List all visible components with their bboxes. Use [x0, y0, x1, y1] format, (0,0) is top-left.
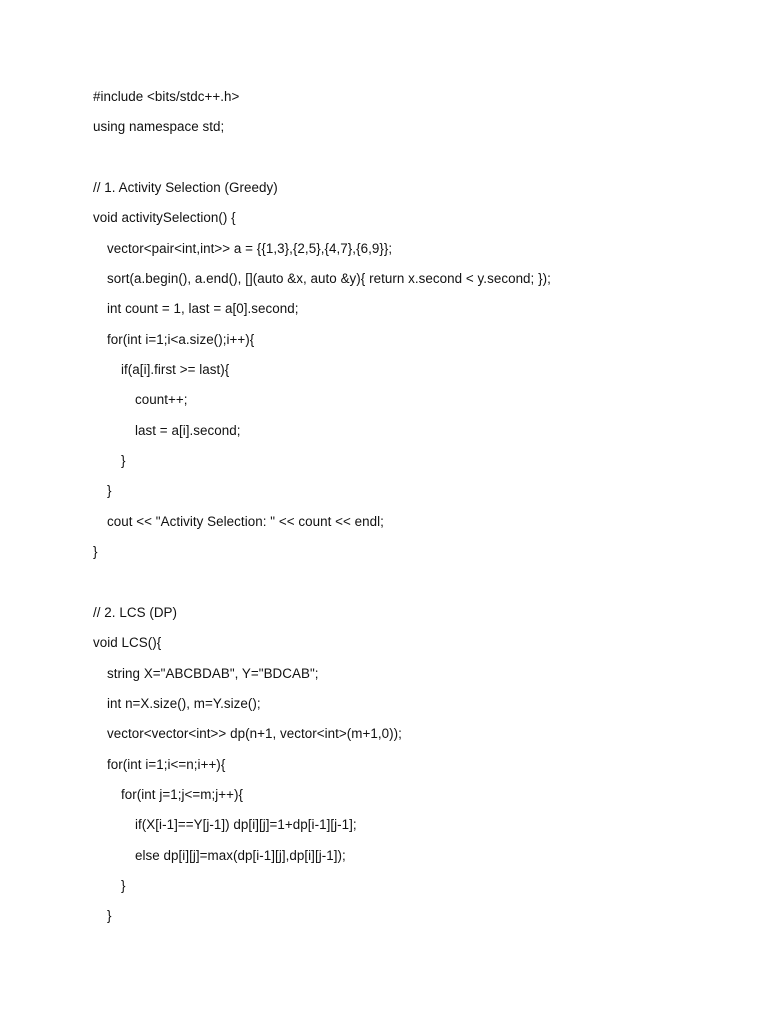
code-line-dp-init: vector<vector<int>> dp(n+1, vector<int>(m+1,0)); [107, 726, 402, 742]
comment-activity-selection: // 1. Activity Selection (Greedy) [93, 180, 278, 196]
code-line-for-loop: for(int i=1;i<a.size();i++){ [107, 331, 255, 347]
code-line-close-brace: } [121, 877, 126, 893]
blank-line [93, 568, 733, 598]
code-line-if-match: if(X[i-1]==Y[j-1]) dp[i][j]=1+dp[i-1][j-1]; [135, 817, 357, 833]
code-line-lcs-signature: void LCS(){ [93, 635, 162, 651]
code-line-count-increment: count++; [135, 392, 188, 408]
code-line-close-brace: } [107, 908, 112, 924]
code-line-if-condition: if(a[i].first >= last){ [121, 362, 230, 378]
code-line-sort: sort(a.begin(), a.end(), [](auto &x, auto &y){ return x.second < y.second; }); [107, 271, 551, 287]
comment-lcs: // 2. LCS (DP) [93, 604, 178, 620]
code-line-last-assign: last = a[i].second; [135, 422, 241, 438]
code-line-cout: cout << "Activity Selection: " << count << endl; [107, 513, 384, 529]
code-line-size-init: int n=X.size(), m=Y.size(); [107, 695, 261, 711]
code-line-close-brace: } [121, 453, 126, 469]
code-line-outer-for: for(int i=1;i<=n;i++){ [107, 756, 226, 772]
code-line-activity-signature: void activitySelection() { [93, 210, 236, 226]
code-line-inner-for: for(int j=1;j<=m;j++){ [121, 786, 244, 802]
code-line-vector-init: vector<pair<int,int>> a = {{1,3},{2,5},{4,7},{6,9}}; [107, 240, 393, 256]
code-line-close-brace: } [93, 544, 98, 560]
code-line-namespace: using namespace std; [93, 119, 225, 135]
code-line-include: #include <bits/stdc++.h> [93, 89, 240, 104]
code-line-count-init: int count = 1, last = a[0].second; [107, 301, 299, 317]
code-line-close-brace: } [107, 483, 112, 499]
code-line-else-max: else dp[i][j]=max(dp[i-1][j],dp[i][j-1]); [135, 847, 346, 863]
code-listing [93, 82, 733, 932]
code-line-string-init: string X="ABCBDAB", Y="BDCAB"; [107, 665, 319, 681]
blank-line [93, 143, 733, 173]
